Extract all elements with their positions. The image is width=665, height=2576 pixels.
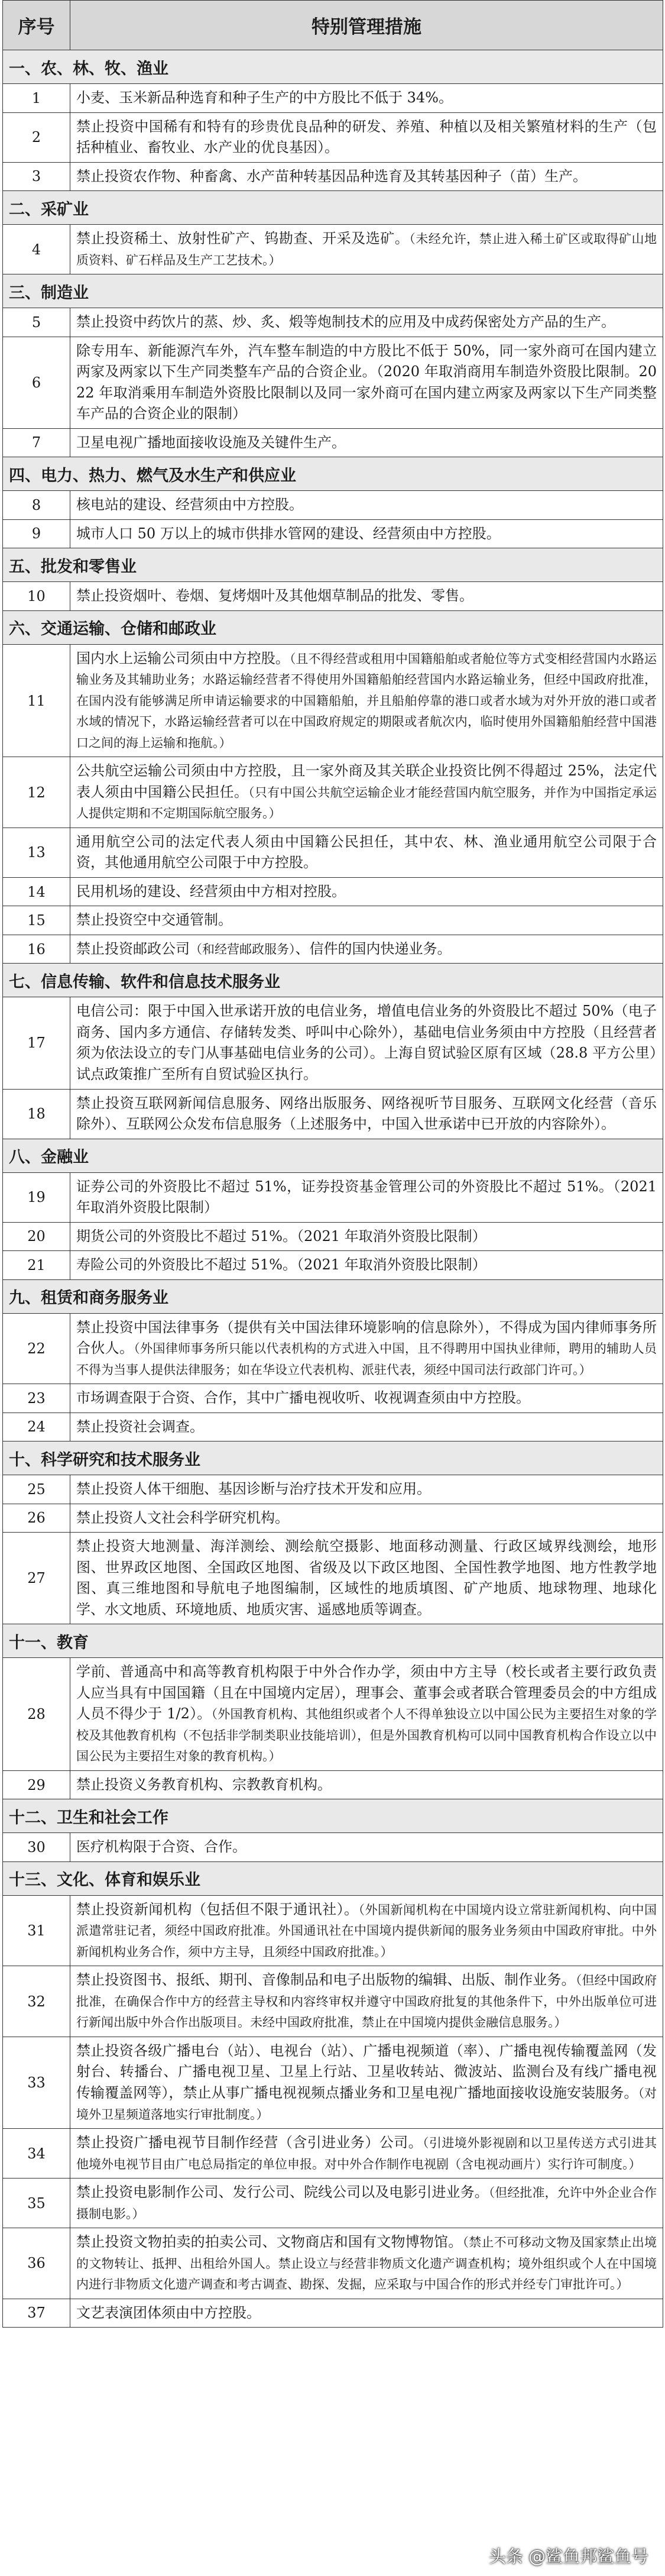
- measure-text: 禁止投资中国法律事务（提供有关中国法律环境影响的信息除外），不得成为国内律师事务所合伙人。: [76, 1318, 657, 1357]
- table-row: [3, 519, 663, 548]
- table-row: [3, 906, 663, 935]
- section-row: [3, 191, 663, 225]
- table-row: [3, 1313, 663, 1384]
- measure-cell: [70, 1833, 663, 1862]
- negative-list-table: [2, 0, 663, 2328]
- header-measures: 特别管理措施: [70, 1, 663, 50]
- measure-note: （但经批准，允许中外企业合作摄制电影。）: [76, 2186, 657, 2221]
- row-number: 8: [3, 491, 70, 520]
- table-row: [3, 2228, 663, 2299]
- row-number: 24: [3, 1413, 70, 1441]
- row-number: 36: [3, 2228, 70, 2299]
- measure-text: 城市人口 50 万以上的城市供排水管网的建设、经营须由中方控股。: [76, 525, 501, 542]
- measure-text: 禁止投资邮政公司: [76, 940, 190, 957]
- measure-cell: [70, 1384, 663, 1413]
- row-number: 19: [3, 1172, 70, 1222]
- table-row: [3, 757, 663, 828]
- row-number: 3: [3, 162, 70, 191]
- measure-text: 禁止投资中国稀有和特有的珍贵优良品种的研发、养殖、种植以及相关繁殖材料的生产（包括种植业、畜牧业、水产业的优良基因）。: [76, 118, 657, 156]
- measure-text: 禁止投资稀土、放射性矿产、钨勘查、开采及选矿。: [76, 230, 410, 247]
- measure-cell: [70, 1658, 663, 1771]
- row-number: 27: [3, 1533, 70, 1624]
- table-row: [3, 1966, 663, 2037]
- row-number: 37: [3, 2299, 70, 2328]
- measure-text: 禁止投资广播电视节目制作经营（含引进业务）公司。: [76, 2134, 423, 2151]
- section-row: [3, 274, 663, 308]
- measure-note: （未经允许，禁止进入稀土矿区或取得矿山地质资料、矿石样品及生产工艺技术。）: [76, 232, 657, 267]
- section-row: [3, 1799, 663, 1833]
- table-row: [3, 1089, 663, 1139]
- row-number: 9: [3, 519, 70, 548]
- measure-text: 公共航空运输公司须由中方控股，且一家外商及其关联企业投资比例不得超过 25%，法定代表人须由中国籍公民担任。: [76, 762, 657, 800]
- row-number: 18: [3, 1089, 70, 1139]
- measure-cell: [70, 1222, 663, 1251]
- table-row: [3, 2299, 663, 2328]
- measure-text: 市场调查限于合资、合作，其中广播电视收听、收视调查须由中方控股。: [76, 1389, 530, 1407]
- row-number: 34: [3, 2129, 70, 2179]
- section-title: 六、交通运输、仓储和邮政业: [3, 610, 663, 644]
- measure-text: 医疗机构限于合资、合作。: [76, 1838, 246, 1856]
- measure-cell: [70, 2299, 663, 2328]
- section-row: [3, 548, 663, 582]
- row-number: 6: [3, 337, 70, 428]
- measure-text: 禁止投资文物拍卖的拍卖公司、文物商店和国有文物博物馆。: [76, 2234, 463, 2251]
- table-row: [3, 491, 663, 520]
- table-row: [3, 935, 663, 964]
- table-row: [3, 1658, 663, 1771]
- measure-text: 禁止投资人体干细胞、基因诊断与治疗技术开发和应用。: [76, 1481, 431, 1498]
- measure-text: 禁止投资大地测量、海洋测绘、测绘航空摄影、地面移动测量、行政区域界线测绘，地形图、世界政区地图、全国政区地图、省级及以下政区地图、全国性教学地图、地方性教学地图、真三维地图和导航电子地图编制，区域性的地质填图、矿产地质、地球物理、地球化学、水文地质、环境地质、地质灾害、遥感地质等调查。: [76, 1538, 657, 1618]
- row-number: 33: [3, 2037, 70, 2128]
- header-number: 序号: [3, 1, 70, 50]
- measure-text: 小麦、玉米新品种选育和种子生产的中方股比不低于 34%。: [76, 89, 453, 106]
- row-number: 22: [3, 1313, 70, 1384]
- measure-cell: [70, 644, 663, 757]
- section-row: [3, 50, 663, 84]
- table-row: [3, 1895, 663, 1966]
- measure-cell: [70, 2129, 663, 2179]
- table-row: [3, 2129, 663, 2179]
- table-row: [3, 1533, 663, 1624]
- measure-text: 禁止投资烟叶、卷烟、复烤烟叶及其他烟草制品的批发、零售。: [76, 587, 473, 605]
- measure-cell: [70, 225, 663, 274]
- table-header-row: [3, 1, 663, 50]
- measure-note: （外国新闻机构在中国境内设立常驻新闻机构、向中国派遣常驻记者，须经中国政府批准。外国通讯社在中国境内提供新闻的服务业务须由中国政府审批。中外新闻机构业务合作，须中方主导，且须经中国政府批准。）: [76, 1902, 657, 1959]
- table-row: [3, 1384, 663, 1413]
- measure-cell: [70, 84, 663, 113]
- row-number: 31: [3, 1895, 70, 1966]
- measure-text: 禁止投资社会调查。: [76, 1418, 204, 1435]
- measure-text: 除专用车、新能源汽车外，汽车整车制造的中方股比不低于 50%，同一家外商可在国内建立两家及两家以下生产同类整车产品的合资企业。（2020 年取消商用车制造外资股比限制。2022 年取消乘用车制造外资股比限制以及同一家外商可在国内建立两家及两家以下生产同类整车产品的合资企业的限制）: [76, 342, 657, 422]
- measure-text: 国内水上运输公司须由中方控股。: [76, 649, 290, 667]
- row-number: 23: [3, 1384, 70, 1413]
- measure-cell: [70, 935, 663, 964]
- table-row: [3, 1172, 663, 1222]
- measure-cell: [70, 1313, 663, 1384]
- measure-cell: [70, 1533, 663, 1624]
- section-title: 九、租赁和商务服务业: [3, 1279, 663, 1313]
- row-number: 28: [3, 1658, 70, 1771]
- table-row: [3, 582, 663, 611]
- table-row: [3, 1413, 663, 1441]
- table-row: [3, 1475, 663, 1504]
- section-title: 十二、卫生和社会工作: [3, 1799, 663, 1833]
- section-title: 一、农、林、牧、渔业: [3, 50, 663, 84]
- measure-cell: [70, 828, 663, 877]
- measure-cell: [70, 2037, 663, 2128]
- measure-cell: [70, 1172, 663, 1222]
- section-title: 四、电力、热力、燃气及水生产和供应业: [3, 457, 663, 491]
- table-row: [3, 1222, 663, 1251]
- measure-cell: [70, 582, 663, 611]
- watermark: 头条 @鲨鱼邦鲨鱼号: [488, 2546, 648, 2567]
- section-title: 八、金融业: [3, 1139, 663, 1172]
- section-row: [3, 1139, 663, 1172]
- section-row: [3, 1279, 663, 1313]
- measure-cell: [70, 1770, 663, 1799]
- measure-note: （和经营邮政服务）: [190, 942, 296, 956]
- measure-text: 禁止投资中药饮片的蒸、炒、炙、煅等炮制技术的应用及中成药保密处方产品的生产。: [76, 313, 615, 331]
- measure-note: （外国教育机构、其他组织或者个人不得单独设立以中国公民为主要招生对象的学校及其他教育机构（不包括非学制类职业技能培训），但是外国教育机构可以同中国教育机构合作设立以中国公民为主要招生对象的教育机构。）: [76, 1707, 657, 1764]
- section-row: [3, 457, 663, 491]
- table-row: [3, 308, 663, 337]
- table-row: [3, 644, 663, 757]
- row-number: 15: [3, 906, 70, 935]
- measure-text: 禁止投资空中交通管制。: [76, 912, 232, 929]
- table-row: [3, 1251, 663, 1280]
- section-row: [3, 1624, 663, 1658]
- section-title: 十一、教育: [3, 1624, 663, 1658]
- measure-text: 民用机场的建设、经营须由中方相对控股。: [76, 883, 346, 900]
- measure-note: （禁止不可移动文物及国家禁止出境的文物转让、抵押、出租给外国人。禁止设立与经营非物质文化遗产调查机构；境外组织或个人在中国境内进行非物质文化遗产调查和考古调查、勘探、发掘，应采取与中国合作的形式并经专门审批许可。）: [76, 2235, 657, 2292]
- row-number: 4: [3, 225, 70, 274]
- row-number: 21: [3, 1251, 70, 1280]
- row-number: 26: [3, 1504, 70, 1533]
- measure-text: 禁止投资电影制作公司、发行公司、院线公司以及电影引进业务。: [76, 2184, 489, 2201]
- measure-cell: [70, 308, 663, 337]
- measure-text: 期货公司的外资股比不超过 51%。（2021 年取消外资股比限制）: [76, 1227, 486, 1245]
- section-title: 十、科学研究和技术服务业: [3, 1441, 663, 1475]
- table-row: [3, 828, 663, 877]
- row-number: 16: [3, 935, 70, 964]
- row-number: 13: [3, 828, 70, 877]
- row-number: 10: [3, 582, 70, 611]
- row-number: 1: [3, 84, 70, 113]
- measure-cell: [70, 491, 663, 520]
- table-row: [3, 2179, 663, 2228]
- section-title: 二、采矿业: [3, 191, 663, 225]
- row-number: 2: [3, 112, 70, 162]
- measure-cell: [70, 1895, 663, 1966]
- measure-cell: [70, 1475, 663, 1504]
- measure-cell: [70, 2179, 663, 2228]
- table-row: [3, 84, 663, 113]
- measure-text: 禁止投资人文社会科学研究机构。: [76, 1509, 289, 1526]
- measure-text: 禁止投资图书、报纸、期刊、音像制品和电子出版物的编辑、出版、制作业务。: [76, 1971, 576, 1989]
- measure-note: （引进境外影视剧和以卫星传送方式引进其他境外电视节目由广电总局指定的单位申报。对中外合作制作电视剧（含电视动画片）实行许可制度。）: [76, 2136, 657, 2171]
- measure-cell: [70, 1089, 663, 1139]
- measure-note: （外国律师事务所只能以代表机构的方式进入中国，且不得聘用中国执业律师，聘用的辅助人员不得为当事人提供法律服务；如在华设立代表机构、派驻代表，须经中国司法行政部门许可。）: [76, 1342, 657, 1377]
- measure-note: （且不得经营或租用中国籍船舶或者舱位等方式变相经营国内水路运输业务及其辅助业务；水路运输经营者不得使用外国籍船舶经营国内水路运输业务，但经中国政府批准，在国内没有能够满足所申请运输要求的中国籍船舶，并且船舶停靠的港口或者水域为对外开放的港口或者水域的情况下，水路运输经营者可以在中国政府规定的期限或者航次内，临时使用外国籍船舶经营中国港口之间的海上运输和拖航。）: [76, 651, 657, 750]
- measure-cell: [70, 1504, 663, 1533]
- measure-text: 禁止投资义务教育机构、宗教教育机构。: [76, 1776, 332, 1793]
- measure-text: 核电站的建设、经营须由中方控股。: [76, 496, 303, 513]
- section-row: [3, 610, 663, 644]
- table-row: [3, 337, 663, 428]
- row-number: 11: [3, 644, 70, 757]
- row-number: 20: [3, 1222, 70, 1251]
- row-number: 32: [3, 1966, 70, 2037]
- measure-text: 禁止投资各级广播电台（站）、电视台（站）、广播电视频道（率）、广播电视传输覆盖网（发射台、转播台、广播电视卫星、卫星上行站、卫星收转站、微波站、监测台及有线广播电视传输覆盖网等），禁止从事广播电视视频点播业务和卫星电视广播地面接收设施安装服务。: [76, 2042, 657, 2101]
- measure-text: 禁止投资新闻机构（包括但不限于通讯社）。: [76, 1901, 359, 1918]
- table-row: [3, 1833, 663, 1862]
- section-row: [3, 1861, 663, 1895]
- measure-cell: [70, 997, 663, 1089]
- measure-text: 学前、普通高中和高等教育机构限于中外合作办学，须由中方主导（校长或者主要行政负责人应当具有中国国籍（且在中国境内定居），理事会、董事会或者联合管理委员会的中方组成人员不得少于 1/2）。: [76, 1663, 657, 1722]
- row-number: 7: [3, 428, 70, 457]
- measure-cell: [70, 877, 663, 906]
- measure-text-tail: 、信件的国内快递业务。: [295, 940, 452, 957]
- measure-cell: [70, 1251, 663, 1280]
- row-number: 5: [3, 308, 70, 337]
- measure-text: 禁止投资互联网新闻信息服务、网络出版服务、网络视听节目服务、互联网文化经营（音乐除外）、互联网公众发布信息服务（上述服务中，中国入世承诺中已开放的内容除外）。: [76, 1094, 657, 1133]
- section-row: [3, 1441, 663, 1475]
- measure-note: （对境外卫星频道落地实行审批制度。）: [76, 2086, 657, 2122]
- measure-text: 证券公司的外资股比不超过 51%，证券投资基金管理公司的外资股比不超过 51%。（2021 年取消外资股比限制）: [76, 1178, 657, 1216]
- section-title: 七、信息传输、软件和信息技术服务业: [3, 964, 663, 997]
- measure-cell: [70, 757, 663, 828]
- measure-cell: [70, 162, 663, 191]
- table-row: [3, 225, 663, 274]
- measure-note: （只有中国公共航空运输企业才能经营国内航空服务，并作为中国指定承运人提供定期和不定期国际航空服务。）: [76, 785, 657, 821]
- row-number: 17: [3, 997, 70, 1089]
- measure-text: 卫星电视广播地面接收设施及关键件生产。: [76, 434, 346, 451]
- table-row: [3, 997, 663, 1089]
- table-row: [3, 1504, 663, 1533]
- measure-text: 通用航空公司的法定代表人须由中国籍公民担任，其中农、林、渔业通用航空公司限于合资，其他通用航空公司限于中方控股。: [76, 833, 657, 871]
- measure-cell: [70, 1413, 663, 1441]
- row-number: 29: [3, 1770, 70, 1799]
- measure-cell: [70, 2228, 663, 2299]
- measure-cell: [70, 337, 663, 428]
- table-row: [3, 112, 663, 162]
- table-row: [3, 428, 663, 457]
- row-number: 12: [3, 757, 70, 828]
- section-row: [3, 964, 663, 997]
- measure-text: 文艺表演团体须由中方控股。: [76, 2304, 261, 2321]
- section-title: 五、批发和零售业: [3, 548, 663, 582]
- table-row: [3, 162, 663, 191]
- table-row: [3, 1770, 663, 1799]
- table-body: [3, 50, 663, 2328]
- measure-text: 寿险公司的外资股比不超过 51%。（2021 年取消外资股比限制）: [76, 1256, 486, 1274]
- measure-cell: [70, 519, 663, 548]
- row-number: 25: [3, 1475, 70, 1504]
- section-title: 三、制造业: [3, 274, 663, 308]
- measure-text: 禁止投资农作物、种畜禽、水产苗种转基因品种选育及其转基因种子（苗）生产。: [76, 167, 587, 185]
- row-number: 14: [3, 877, 70, 906]
- row-number: 30: [3, 1833, 70, 1862]
- measure-cell: [70, 428, 663, 457]
- measure-text: 电信公司：限于中国入世承诺开放的电信业务，增值电信业务的外资股比不超过 50%（电子商务、国内多方通信、存储转发类、呼叫中心除外），基础电信业务须由中方控股（且经营者须为依法设立的专门从事基础电信业务的公司）。上海自贸试验区原有区域（28.8 平方公里）试点政策推广至所有自贸试验区执行。: [76, 1003, 657, 1082]
- table-row: [3, 877, 663, 906]
- row-number: 35: [3, 2179, 70, 2228]
- measure-cell: [70, 112, 663, 162]
- measure-note: （但经中国政府批准，在确保合作中方的经营主导权和内容终审权并遵守中国政府批复的其他条件下，中外出版单位可进行新闻出版中外合作出版项目。未经中国政府批准，禁止在中国境内提供金融信息服务。）: [76, 1973, 657, 2030]
- measure-cell: [70, 1966, 663, 2037]
- section-title: 十三、文化、体育和娱乐业: [3, 1861, 663, 1895]
- measure-cell: [70, 906, 663, 935]
- table-row: [3, 2037, 663, 2128]
